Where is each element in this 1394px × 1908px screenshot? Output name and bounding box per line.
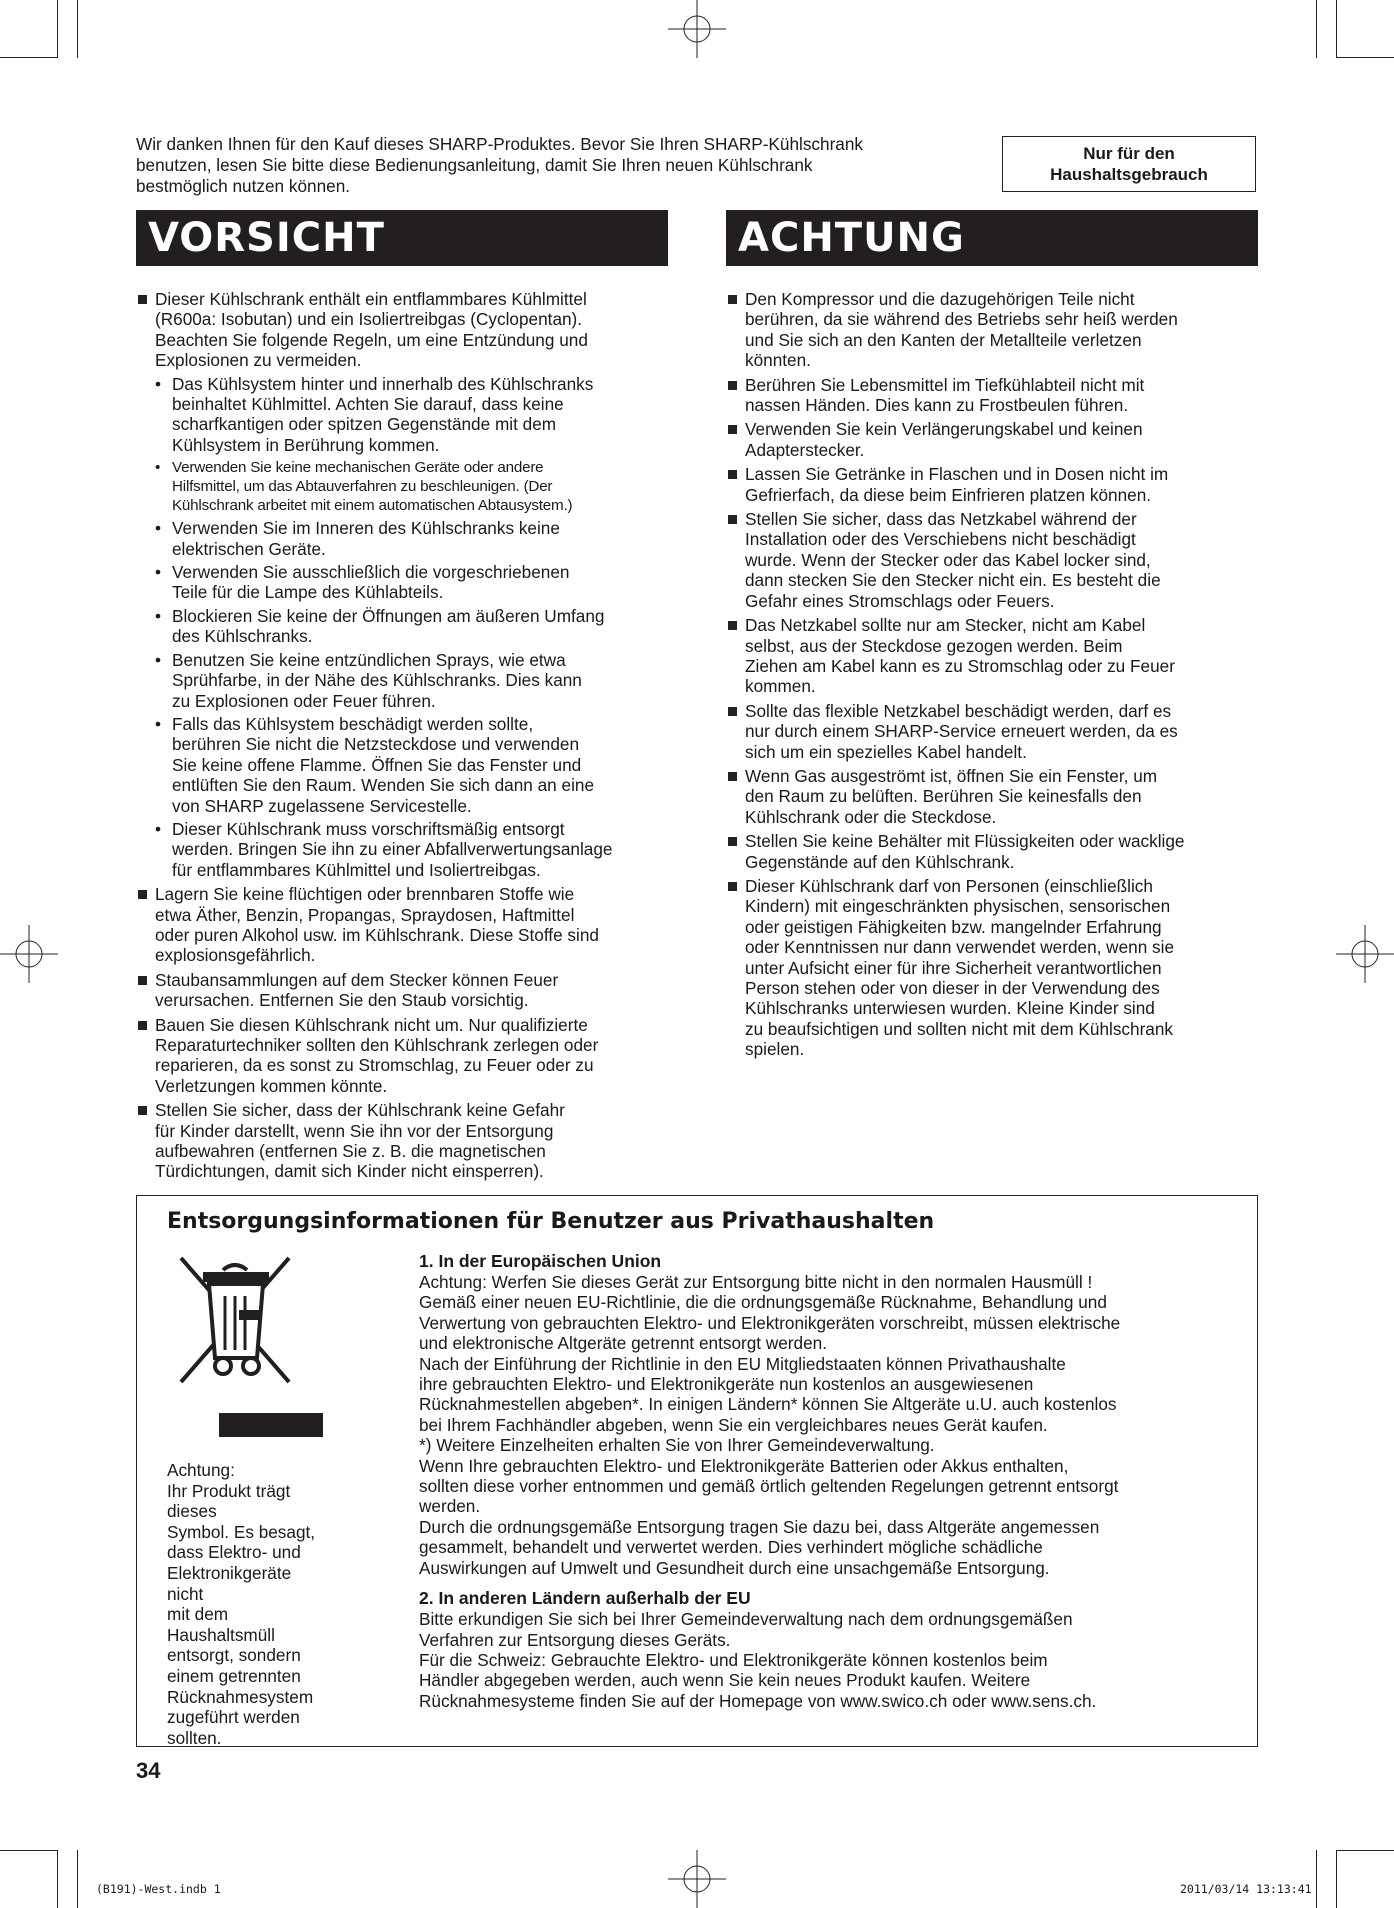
crop-mark [1336,0,1337,58]
vorsicht-list [136,289,676,1186]
vorsicht-subitem: • Falls das Kühlsystem beschädigt werden sollte, berühren Sie nicht die Netzsteckdose und verwenden Sie keine offene Flamme. Öffnen Sie das Fenster und entlüften Sie den Raum. Wenden Sie sich dann an eine von SHARP zugelassene Servicestelle. [155,714,676,816]
vorsicht-subitem: • Dieser Kühlschrank muss vorschriftsmäßig entsorgt werden. Bringen Sie ihn zu einer Abfallverwertungsanlage für entflammbares Kühlmittel und Isoliertreibgas. [155,819,676,880]
registration-mark-right [1336,925,1394,983]
crop-mark [0,1850,58,1851]
section1-text: Achtung: Werfen Sie dieses Gerät zur Entsorgung bitte nicht in den normalen Hausmüll ! Gemäß einer neuen EU-Richtlinie, die die ordnungsgemäße Rücknahme, Behandlung und Verwertung von gebrauchten Elektro- und Elektronikgeräten vorschreibt, müssen elektrische und elektronische Altgeräte getrennt entsorgt werden. Nach der Einführung der Richtlinie in den EU Mitgliedstaaten können Privathaushalte ihre gebrauchten Elektro- und Elektronikgeräte nun kostenlos an ausgewiesenen Rücknahmestellen abgeben*. In einigen Ländern* können Sie Altgeräte u.U. auch kostenlos bei Ihrem Fachhändler abgeben, wenn Sie ein vergleichbares neues Gerät kaufen. *) Weitere Einzelheiten erhalten Sie von Ihrer Gemeindeverwaltung. Wenn Ihre gebrauchten Elektro- und Elektronikgeräte Batterien oder Akkus enthalten, sollten diese vorher entnommen und gemäß örtlich geltenden Regelungen getrennt entsorgt werden. Durch die ordnungsgemäße Entsorgung tragen Sie dazu bei, dass Altgeräte angemessen gesammelt, behandelt und verwertet werden. Dies verhindert mögliche schädliche Auswirkungen auf Umwelt und Gesundheit durch eine unsachgemäße Entsorgung. [419,1272,1121,1578]
crop-mark [1336,1850,1394,1851]
footer-file: (B191)-West.indb 1 [96,1882,221,1896]
crop-mark [0,57,58,58]
registration-mark-left [0,925,58,983]
footer-timestamp: 2011/03/14 13:13:41 [1180,1882,1312,1896]
intro-line: bestmöglich nutzen können. [136,176,351,196]
vorsicht-item: Stellen Sie sicher, dass der Kühlschrank keine Gefahr für Kinder darstellt, wenn Sie ihn vor der Entsorgung aufbewahren (entfernen Sie z. B. die magnetischen Türdichtungen, damit sich Kinder nicht einsperren). [136,1100,676,1182]
household-use-box [1002,136,1256,192]
intro-line: benutzen, lesen Sie bitte diese Bedienungsanleitung, damit Sie Ihren neuen Kühlschrank [136,155,813,175]
vorsicht-subitem: • Das Kühlsystem hinter und innerhalb des Kühlschranks beinhaltet Kühlmittel. Achten Sie darauf, dass keine scharfkantigen oder spitzen Gegenstände mit dem Kühlsystem in Berührung kommen. [155,374,676,456]
achtung-item: Stellen Sie keine Behälter mit Flüssigkeiten oder wacklige Gegenstände auf den Kühlschrank. [726,831,1266,872]
section-gap [419,1578,1239,1588]
vorsicht-item: Lagern Sie keine flüchtigen oder brennbaren Stoffe wie etwa Äther, Benzin, Propangas, Spraydosen, Haftmittel oder puren Alkohol usw. im Kühlschrank. Diese Stoffe sind explosionsgefährlich. [136,884,676,966]
vorsicht-subitem: • Blockieren Sie keine der Öffnungen am äußeren Umfang des Kühlschranks. [155,606,676,647]
disposal-title: Entsorgungsinformationen für Benutzer aus Privathaushalten [167,1209,935,1234]
crop-mark [1336,1850,1337,1908]
achtung-item: Sollte das flexible Netzkabel beschädigt werden, darf es nur durch einem SHARP-Service erneuert werden, da es sich um ein spezielles Kabel handelt. [726,701,1266,762]
registration-mark-bottom [668,1850,726,1908]
vorsicht-subitem: • Verwenden Sie keine mechanischen Geräte oder andere Hilfsmittel, um das Abtauverfahren zu beschleunigen. (Der Kühlschrank arbeitet mit einem automatischen Abtausystem.) [155,458,676,515]
symbol-note: Achtung: Ihr Produkt trägt dieses Symbol. Es besagt, dass Elektro- und Elektronikgeräte nicht mit dem Haushaltsmüll entsorgt, sondern einem getrennten Rücknahmesystem zugeführt werden sollten. [167,1460,316,1748]
achtung-item: Stellen Sie sicher, dass das Netzkabel während der Installation oder des Verschiebens nicht beschädigt wurde. Wenn der Stecker oder das Kabel locker sind, dann stecken Sie den Stecker nicht ein. Es besteht die Gefahr eines Stromschlags oder Feuers. [726,509,1266,611]
intro-text [136,134,998,197]
intro-line: Wir danken Ihnen für den Kauf dieses SHARP-Produktes. Bevor Sie Ihren SHARP-Kühlschrank [136,134,864,154]
crossed-out-wheelie-bin-icon [177,1254,293,1386]
crop-mark [1316,0,1317,58]
disposal-details [419,1251,1239,1711]
achtung-banner: ACHTUNG [726,210,1258,266]
crop-mark [77,1850,78,1908]
achtung-item: Verwenden Sie kein Verlängerungskabel und keinen Adapterstecker. [726,419,1266,460]
vorsicht-item: Dieser Kühlschrank enthält ein entflammbares Kühlmittel (R600a: Isobutan) und ein Isoliertreibgas (Cyclopentan). Beachten Sie folgende Regeln, um eine Entzündung und Explosionen zu vermeiden. • Das Kühlsystem hinter und innerhalb des Kühlschranks beinhaltet Kühlmittel. Achten Sie darauf, dass keine scharfkantigen oder spitzen Gegenstände mit dem Kühlsystem in Berührung kommen. • Verwenden Sie keine mechanischen Geräte oder andere Hilfsmittel, um das Abtauverfahren zu beschleunigen. (Der Kühlschrank arbeitet mit einem automatischen Abtausystem.) • Verwenden Sie im Inneren des Kühlschranks keine elektrischen Geräte. • Verwenden Sie ausschließlich die vorgeschriebenen Teile für die Lampe des Kühlabteils. • Blockieren Sie keine der Öffnungen am äußeren Umfang des Kühlschranks. • Benutzen Sie keine entzündlichen Sprays, wie etwa Sprühfarbe, in der Nähe des Kühlschranks. Dies kann zu Explosionen oder Feuer führen. • Falls das Kühlsystem beschädigt werden sollte, berühren Sie nicht die Netzsteckdose und verwenden Sie keine offene Flamme. Öffnen Sie das Fenster und entlüften Sie den Raum. Wenden Sie sich dann an eine von SHARP zugelassene Servicestelle. • Dieser Kühlschrank muss vorschriftsmäßig entsorgt werden. Bringen Sie ihn zu einer Abfallverwertungsanlage für entflammbares Kühlmittel und Isoliertreibgas. [136,289,676,880]
crop-mark [77,0,78,58]
achtung-item: Dieser Kühlschrank darf von Personen (einschließlich Kindern) mit eingeschränkten physischen, sensorischen oder geistigen Fähigkeiten bzw. mangelnder Erfahrung oder Kenntnissen nur dann verwendet werden, wenn sie unter Aufsicht einer für ihre Sicherheit verantwortlichen Person stehen oder von dieser in der Verwendung des Kühlschranks unterwiesen wurden. Kleine Kinder sind zu beaufsichtigen und sollten nicht mit dem Kühlschrank spielen. [726,876,1266,1060]
section2-text: Bitte erkundigen Sie sich bei Ihrer Gemeindeverwaltung nach dem ordnungsgemäßen Verfahren zur Entsorgung dieses Geräts. Für die Schweiz: Gebrauchte Elektro- und Elektronikgeräte können kostenlos beim Händler abgegeben werden, auch wenn Sie kein neues Produkt kaufen. Weitere Rücknahmesysteme finden Sie auf der Homepage von www.swico.ch oder www.sens.ch. [419,1609,1097,1711]
vorsicht-subitem: • Verwenden Sie ausschließlich die vorgeschriebenen Teile für die Lampe des Kühlabteils. [155,562,676,603]
household-line: Haushaltsgebrauch [1050,165,1208,184]
vorsicht-item: Staubansammlungen auf dem Stecker können Feuer verursachen. Entfernen Sie den Staub vorsichtig. [136,970,676,1011]
crop-mark [1336,57,1394,58]
registration-mark-top [668,0,726,58]
achtung-item: Den Kompressor und die dazugehörigen Teile nicht berühren, da sie während des Betriebs sehr heiß werden und Sie sich an den Kanten der Metallteile verletzen könnten. [726,289,1266,371]
vorsicht-subitem: • Benutzen Sie keine entzündlichen Sprays, wie etwa Sprühfarbe, in der Nähe des Kühlschranks. Dies kann zu Explosionen oder Feuer führen. [155,650,676,711]
household-line: Nur für den [1083,144,1175,163]
page-number: 34 [136,1758,161,1783]
achtung-list [726,289,1266,1064]
achtung-item: Berühren Sie Lebensmittel im Tiefkühlabteil nicht mit nassen Händen. Dies kann zu Frostbeulen führen. [726,375,1266,416]
crop-mark [57,1850,58,1908]
crop-mark [1316,1850,1317,1908]
vorsicht-sublist [155,374,676,881]
achtung-item: Lassen Sie Getränke in Flaschen und in Dosen nicht im Gefrierfach, da diese beim Einfrieren platzen können. [726,464,1266,505]
section2-heading: 2. In anderen Ländern außerhalb der EU [419,1588,751,1609]
achtung-item: Das Netzkabel sollte nur am Stecker, nicht am Kabel selbst, aus der Steckdose gezogen werden. Beim Ziehen am Kabel kann es zu Stromschlag oder zu Feuer kommen. [726,615,1266,697]
vorsicht-subitem: • Verwenden Sie im Inneren des Kühlschranks keine elektrischen Geräte. [155,518,676,559]
vorsicht-banner: VORSICHT [136,210,668,266]
separate-collection-bar [219,1413,323,1437]
section1-heading: 1. In der Europäischen Union [419,1251,662,1271]
disposal-info-box [136,1195,1258,1747]
vorsicht-item: Bauen Sie diesen Kühlschrank nicht um. Nur qualifizierte Reparaturtechniker sollten den Kühlschrank zerlegen oder reparieren, da es sonst zu Stromschlag, zu Feuer oder zu Verletzungen kommen könnte. [136,1015,676,1097]
crop-mark [57,0,58,58]
achtung-item: Wenn Gas ausgeströmt ist, öffnen Sie ein Fenster, um den Raum zu belüften. Berühren Sie keinesfalls den Kühlschrank oder die Steckdose. [726,766,1266,827]
